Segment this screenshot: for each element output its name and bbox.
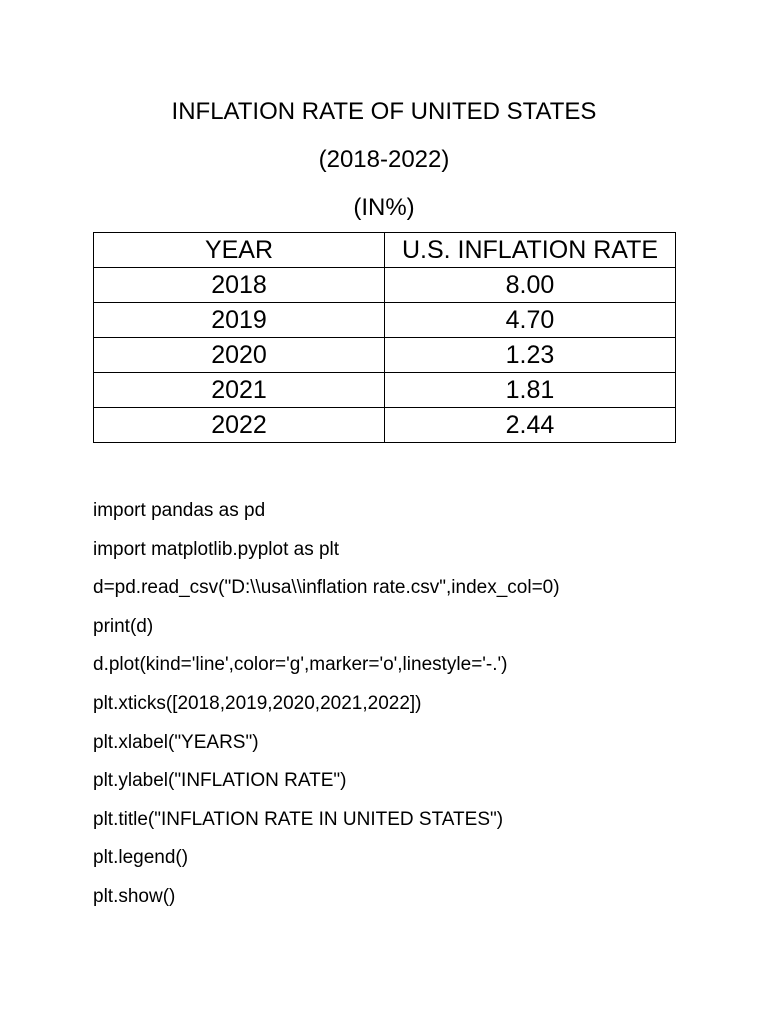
python-code-listing: [93, 492, 753, 917]
table-header-row: [94, 233, 676, 268]
column-header-inflation-rate: U.S. INFLATION RATE: [385, 233, 676, 268]
code-line: plt.show(): [93, 885, 176, 907]
inflation-rate-cell: 8.00: [385, 268, 676, 303]
code-line: plt.title("INFLATION RATE IN UNITED STATES"): [93, 808, 504, 830]
code-line: plt.xticks([2018,2019,2020,2021,2022]): [93, 692, 422, 714]
code-line: import pandas as pd: [93, 500, 266, 521]
year-cell: 2022: [94, 408, 385, 443]
inflation-rate-cell: 4.70: [385, 303, 676, 338]
inflation-table: [93, 232, 676, 443]
inflation-rate-cell: 2.44: [385, 408, 676, 443]
year-cell: 2020: [94, 338, 385, 373]
table-row: [94, 268, 676, 303]
table-row: [94, 303, 676, 338]
column-header-year: YEAR: [94, 233, 385, 268]
code-line: print(d): [93, 615, 154, 637]
code-line: d.plot(kind='line',color='g',marker='o',linestyle='-.'): [93, 654, 508, 676]
title-unit: (IN%): [353, 194, 415, 221]
code-line: plt.ylabel("INFLATION RATE"): [93, 770, 347, 792]
document-title: [0, 88, 768, 232]
code-line: d=pd.read_csv("D:\\usa\\inflation rate.csv",index_col=0): [93, 577, 560, 599]
table-row: [94, 373, 676, 408]
code-line: import matplotlib.pyplot as plt: [93, 538, 340, 560]
code-line: plt.legend(): [93, 847, 189, 869]
title-years: (2018-2022): [318, 146, 450, 173]
code-line: plt.xlabel("YEARS"): [93, 731, 259, 753]
inflation-rate-cell: 1.23: [385, 338, 676, 373]
year-cell: 2021: [94, 373, 385, 408]
year-cell: 2019: [94, 303, 385, 338]
title-line: INFLATION RATE OF UNITED STATES: [171, 98, 597, 125]
table-row: [94, 408, 676, 443]
year-cell: 2018: [94, 268, 385, 303]
inflation-rate-cell: 1.81: [385, 373, 676, 408]
table-row: [94, 338, 676, 373]
